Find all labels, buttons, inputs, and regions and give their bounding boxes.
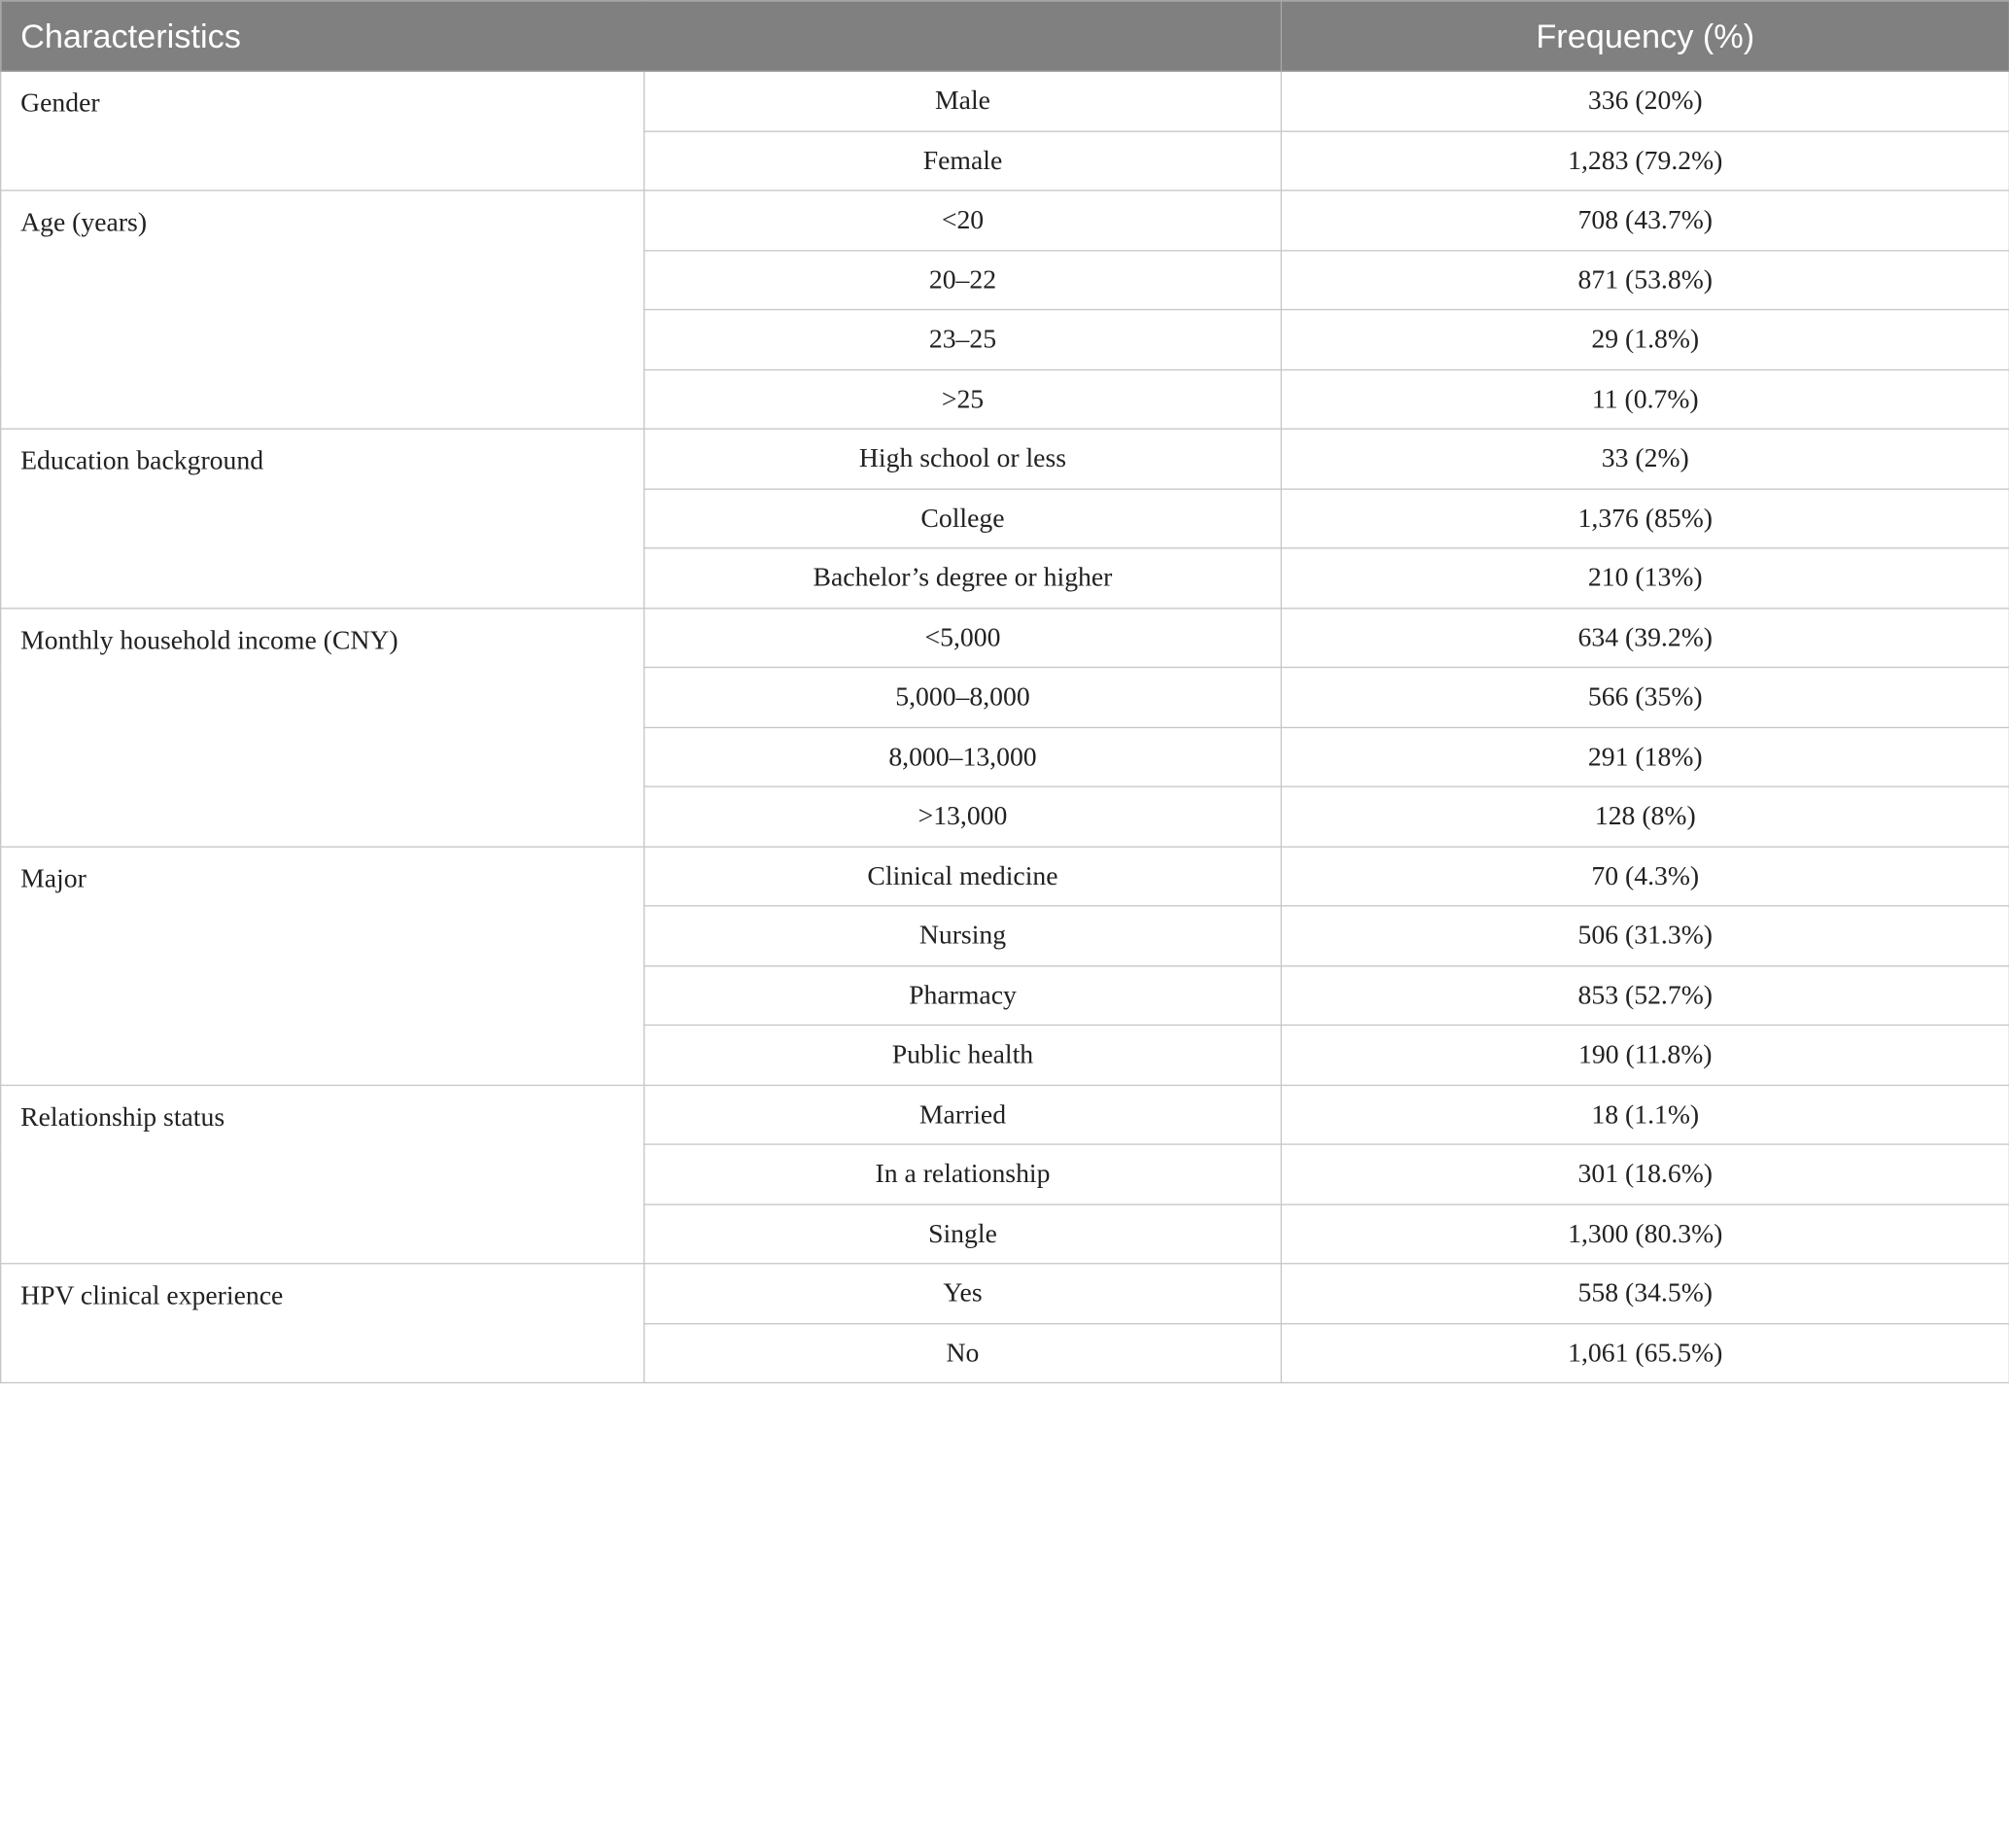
subcategory-cell: Nursing [644, 906, 1281, 965]
table-row [1, 608, 2009, 667]
subcategory-cell: 23–25 [644, 310, 1281, 369]
frequency-cell: 33 (2%) [1281, 429, 2009, 488]
subcategory-cell: <5,000 [644, 608, 1281, 667]
category-label: HPV clinical experience [1, 1264, 644, 1383]
header-frequency: Frequency (%) [1281, 1, 2009, 72]
frequency-cell: 853 (52.7%) [1281, 965, 2009, 1025]
subcategory-cell: >13,000 [644, 786, 1281, 846]
category-label: Major [1, 846, 644, 1084]
subcategory-cell: College [644, 488, 1281, 547]
subcategory-cell: Yes [644, 1264, 1281, 1323]
frequency-cell: 506 (31.3%) [1281, 906, 2009, 965]
frequency-cell: 70 (4.3%) [1281, 846, 2009, 905]
category-label: Age (years) [1, 191, 644, 429]
table-body [1, 71, 2009, 1382]
table-header-row [1, 1, 2009, 72]
frequency-cell: 291 (18%) [1281, 727, 2009, 786]
frequency-cell: 1,300 (80.3%) [1281, 1203, 2009, 1263]
frequency-cell: 1,376 (85%) [1281, 488, 2009, 547]
subcategory-cell: 5,000–8,000 [644, 667, 1281, 726]
frequency-cell: 29 (1.8%) [1281, 310, 2009, 369]
category-label: Relationship status [1, 1085, 644, 1264]
subcategory-cell: >25 [644, 369, 1281, 429]
frequency-cell: 336 (20%) [1281, 71, 2009, 130]
frequency-cell: 566 (35%) [1281, 667, 2009, 726]
frequency-cell: 301 (18.6%) [1281, 1144, 2009, 1203]
frequency-cell: 128 (8%) [1281, 786, 2009, 846]
frequency-cell: 1,283 (79.2%) [1281, 131, 2009, 191]
subcategory-cell: Married [644, 1085, 1281, 1144]
frequency-cell: 634 (39.2%) [1281, 608, 2009, 667]
table-row [1, 429, 2009, 488]
category-label: Gender [1, 71, 644, 191]
subcategory-cell: In a relationship [644, 1144, 1281, 1203]
header-characteristics: Characteristics [1, 1, 1282, 72]
frequency-cell: 210 (13%) [1281, 548, 2009, 608]
table-row [1, 1085, 2009, 1144]
frequency-cell: 1,061 (65.5%) [1281, 1323, 2009, 1382]
table-row [1, 1264, 2009, 1323]
subcategory-cell: <20 [644, 191, 1281, 250]
table-row [1, 71, 2009, 130]
frequency-cell: 18 (1.1%) [1281, 1085, 2009, 1144]
subcategory-cell: Clinical medicine [644, 846, 1281, 905]
subcategory-cell: High school or less [644, 429, 1281, 488]
frequency-cell: 871 (53.8%) [1281, 250, 2009, 309]
category-label: Education background [1, 429, 644, 608]
frequency-cell: 11 (0.7%) [1281, 369, 2009, 429]
subcategory-cell: 8,000–13,000 [644, 727, 1281, 786]
subcategory-cell: Bachelor’s degree or higher [644, 548, 1281, 608]
subcategory-cell: Single [644, 1203, 1281, 1263]
subcategory-cell: No [644, 1323, 1281, 1382]
subcategory-cell: Male [644, 71, 1281, 130]
table-row [1, 846, 2009, 905]
table-row [1, 191, 2009, 250]
subcategory-cell: Public health [644, 1025, 1281, 1084]
frequency-cell: 558 (34.5%) [1281, 1264, 2009, 1323]
frequency-cell: 708 (43.7%) [1281, 191, 2009, 250]
frequency-cell: 190 (11.8%) [1281, 1025, 2009, 1084]
subcategory-cell: 20–22 [644, 250, 1281, 309]
subcategory-cell: Female [644, 131, 1281, 191]
category-label: Monthly household income (CNY) [1, 608, 644, 846]
subcategory-cell: Pharmacy [644, 965, 1281, 1025]
